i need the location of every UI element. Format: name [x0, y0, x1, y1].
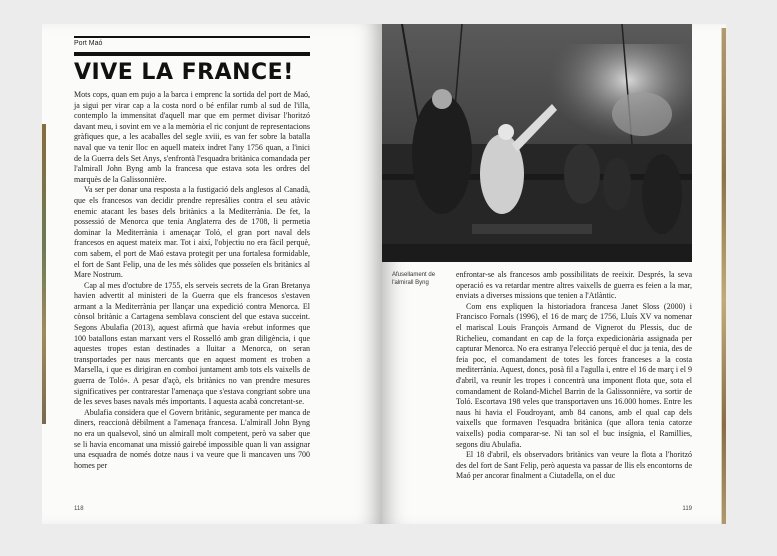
left-body-text: [74, 90, 310, 471]
open-book: [42, 24, 726, 524]
paragraph: Va ser per donar una resposta a la fustigació dels anglesos al Canadà, que els francesos van decidir prendre represàlies contra el seu atàvic enemic atacant les bases dels britànics a la Mediterrània. De fet, la possessió de Menorca que tenia Anglaterra des de 1708, li permetia dominar la Mediterrània i amenaçar Toló, el gran port naval dels francesos en aquest mateix mar. Tot i així, l'objectiu no era fàcil perquè, com sabem, el port de Maó estava protegit per una fortalesa formidable, el fort de Sant Felip, una de les més sòlides que posseïen els britànics al Mare Nostrum.: [74, 185, 310, 280]
left-page: [42, 24, 382, 524]
paragraph: Abulafia considera que el Govern britànic, seguramente per manca de diners, reaccionà dèbilment a l'amenaça francesa. L'almirall John Byng no era un qualsevol, sinó un almirall molt competent, però va saber que se li havia encomanat una missió gairebé impossible quan li van assignar una esquadra de només dotze naus i va veure que li mancaven uns 700 homes per: [74, 407, 310, 470]
section-header: Port Maó: [74, 36, 310, 47]
execution-scene-image: [382, 24, 692, 262]
right-fore-edge: [721, 28, 726, 524]
right-body-text: [456, 270, 692, 482]
paragraph: Cap al mes d'octubre de 1755, els serveis secrets de la Gran Bretanya havien advertit al ministeri de la Guerra que els francesos s'estaven armant a la Mediterrània per llançar una expedició contra Menorca. El cònsol britànic a Cartagena semblava conscient del que estava succeint. Segons Abulafia (2013), aquest afirmà que havia «rebut informes que 100 batallons estan marxant vers el Rosselló amb gran diligència, i que aquestes tropes estan destinades a lluitar a Menorca, on seran transportades per naus mercants que en aquest moment es troben a Marsella, i que es dirigiran en comboi juntament amb tots els vaixells de guerra de Toló». A pesar d'açò, els britànics no van prendre mesures significatives per contrarestar l'amenaça que s'estava congriant sobre una de les seves bases navals més importants. I aquesta acabà concretant-se.: [74, 280, 310, 407]
page-number-left: 118: [74, 506, 84, 512]
right-page: [382, 24, 726, 524]
engraving-illustration: [382, 24, 692, 262]
left-fore-edge: [42, 124, 46, 424]
paragraph: enfrontar-se als francesos amb possibilitats de reeixir. Després, la seva operació es va retardar mentre altres vaixells de guerra es feien a la mar, enviats a diverses missions que tenien a l'Atlàntic.: [456, 270, 692, 301]
chapter-title: VIVE LA FRANCE!: [74, 52, 310, 84]
paragraph: Mots cops, quan em pujo a la barca i emprenc la sortida del port de Maó, ja sigui per virar cap a la costa nord o bé enfilar rumb al sud de l'illa, contemplo la immensitat d'aquell mar que em permet divisar l'horitzó davant meu, i sovint em ve a la memòria el ric conjunt de representacions gràfiques que, a les acaballes del segle xviii, es van fer sobre la batalla naval que va tenir lloc en aquell mateix indret l'any 1756 quan, a l'inici de la Guerra dels Set Anys, s'enfrontà l'esquadra britànica comandada per l'almirall John Byng amb la francesa que estava sota les ordres del marquès de la Galissonnière.: [74, 90, 310, 184]
image-caption: Afusellament de l'almirall Byng: [392, 272, 436, 286]
paragraph: Com ens expliquen la historiadora francesa Janet Sloss (2000) i Francisco Fornals (1996), el 16 de març de 1756, Lluís XV va nomenar el mariscal Louis François Armand de Vignerot du Plessis, duc de Richelieu, comandant en cap de la força expedicionària assignada per capturar Menorca. No era estranya l'elecció perquè el duc ja tenia, des de feia poc, el comandament de totes les forces franceses a la costa mediterrània. Aquest, doncs, posà fil a l'agulla i, entre el 16 de març i el 9 d'abril, va reunir les tropes i concentrà una imponent flota que, sota el comandament de Roland-Michel Barrin de la Galissonnière, va sortir de Toló. Escortava 198 veles que transportaven uns 16.000 homes. Entre les naus hi havia el Foudroyant, amb 84 canons, amb el qual cap dels vaixells que formaven l'esquadra britànica (que allora tenia catorze vaixells) podia comparar-se. Ni tan sol el buc insígnia, el Ramillies, segons diu Abulafia.: [456, 301, 692, 449]
page-number-right: 119: [682, 506, 692, 512]
paragraph: El 18 d'abril, els observadors britànics van veure la flota a l'horitzó des del fort de Sant Felip, però aquesta va passar de llis els encontorns de Maó per ancorar finalment a Ciutadella, on el duc: [456, 450, 692, 481]
